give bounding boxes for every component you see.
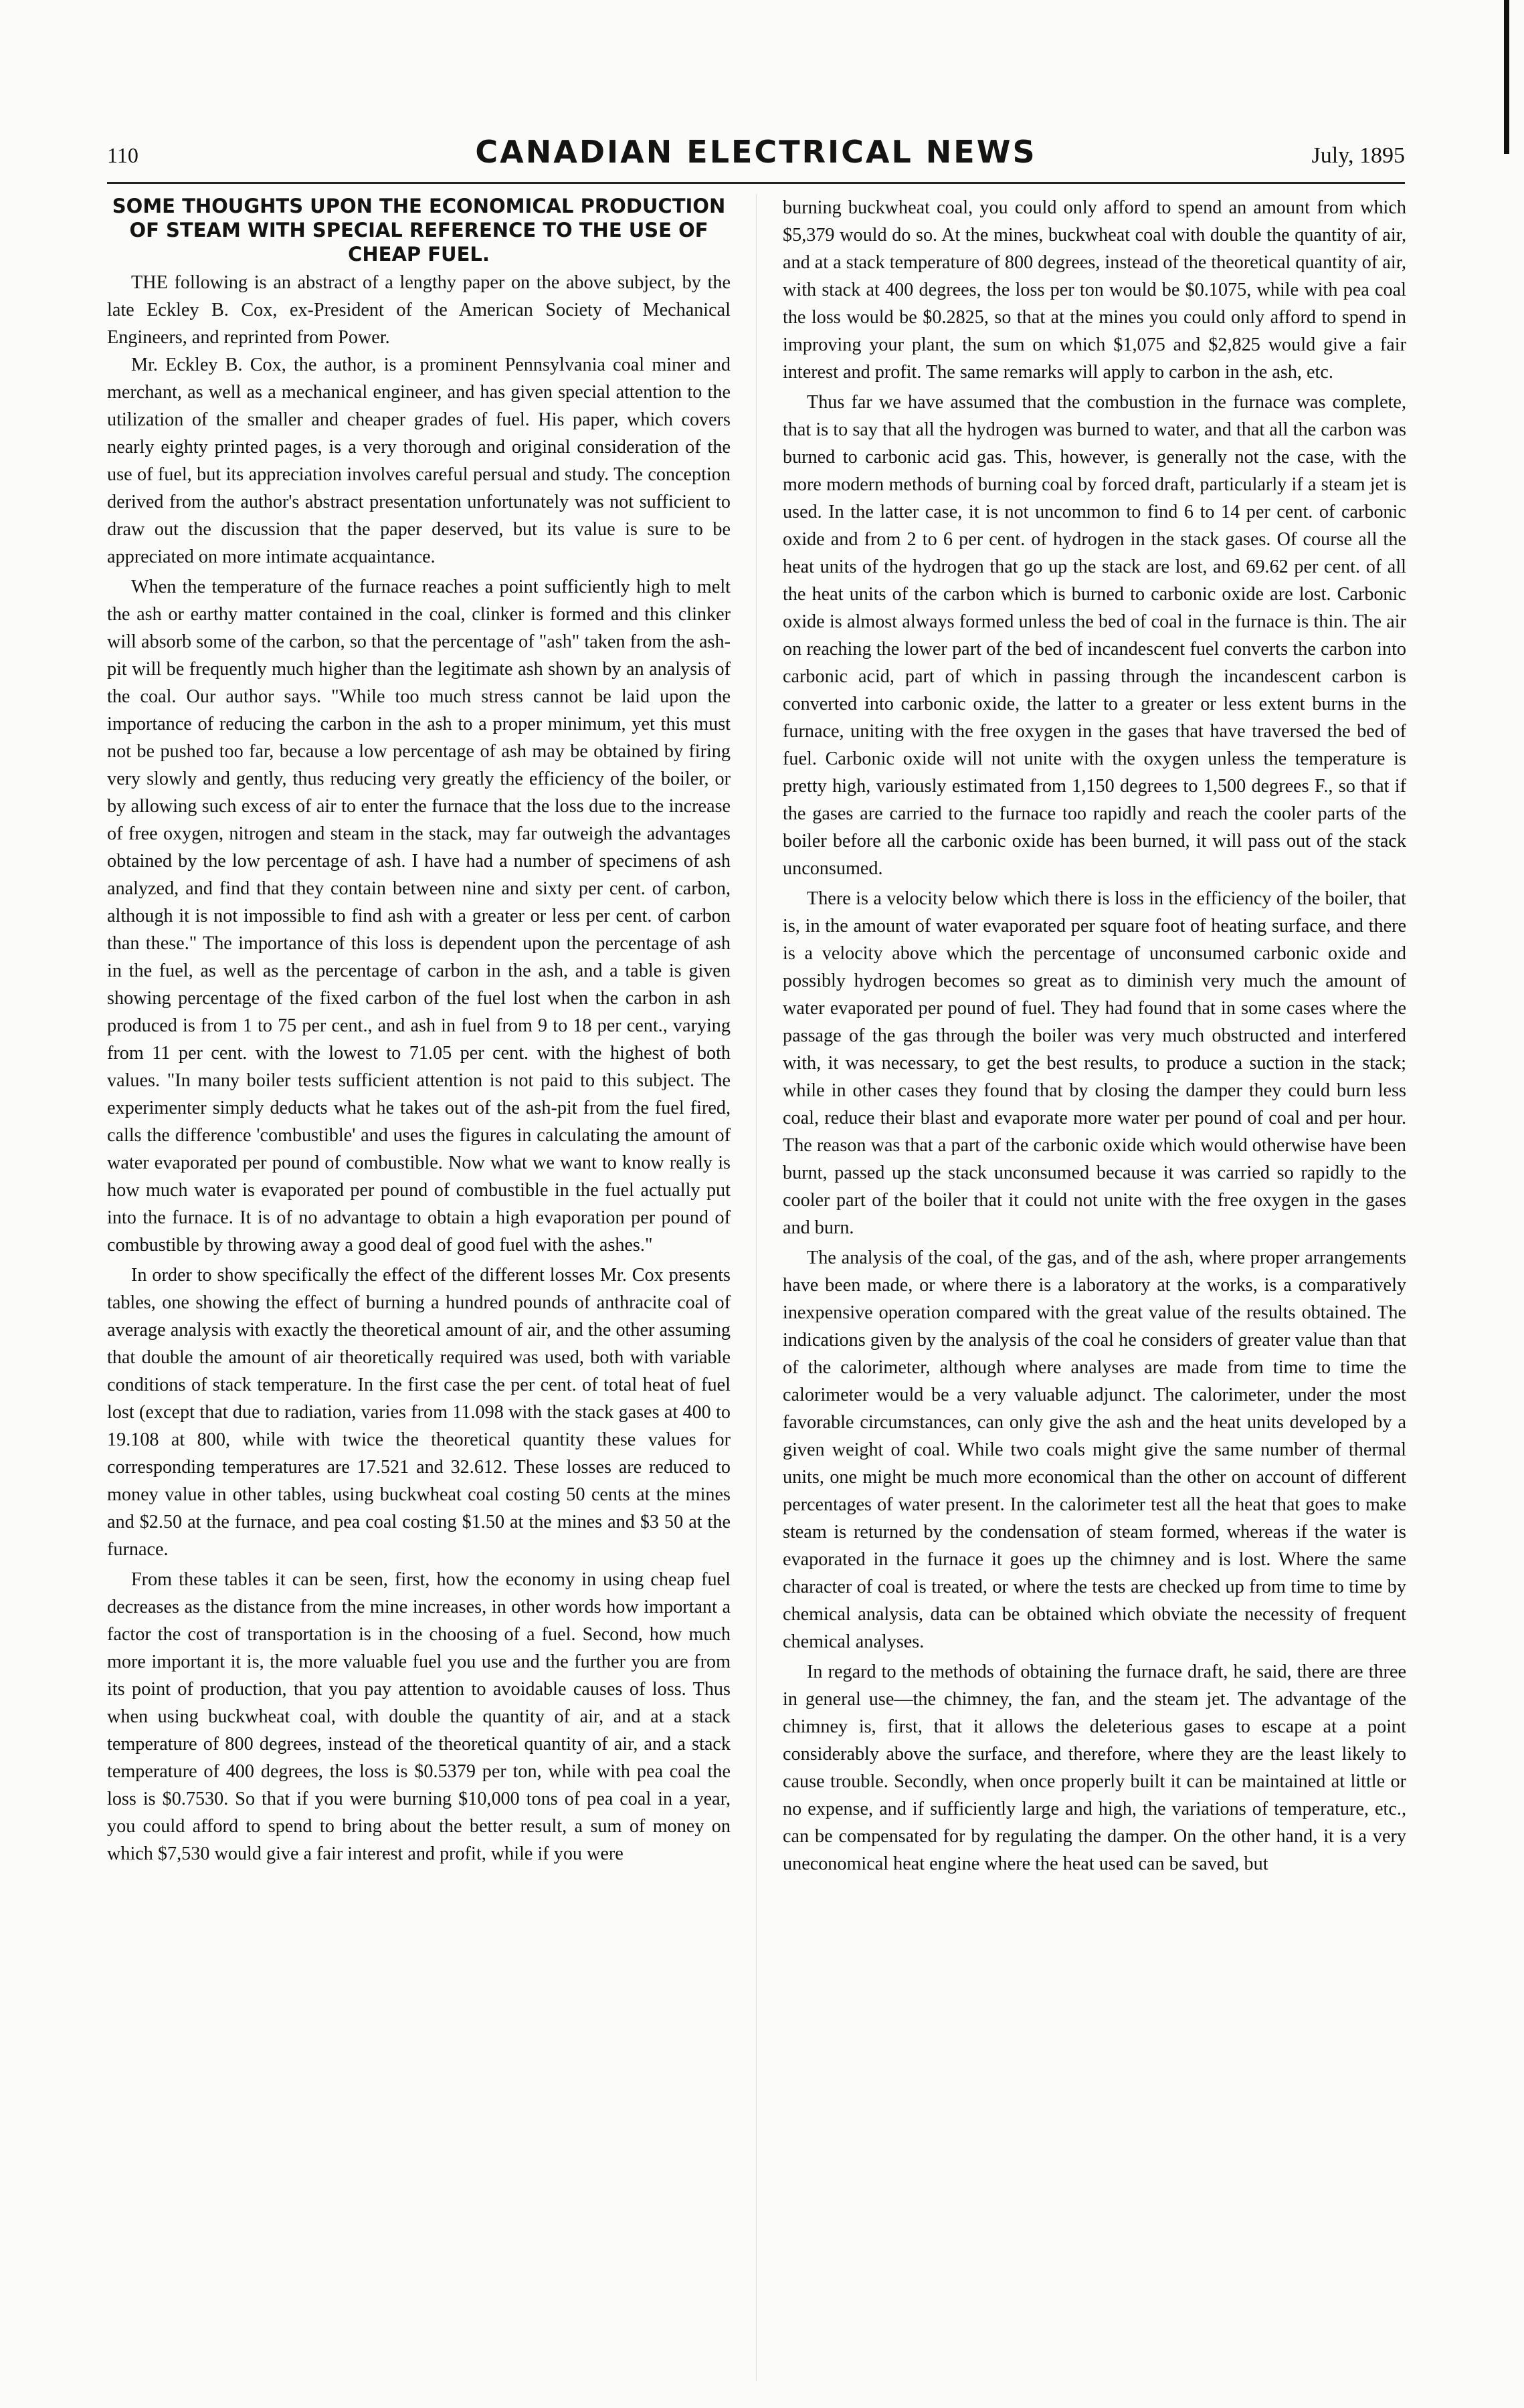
header-divider bbox=[107, 182, 1405, 184]
article-paragraph: From these tables it can be seen, first, how the economy in using cheap fuel decreases as the distance from the mine increases, in other words how important a factor the cost of transportation is in the choosing of a fuel. Second, how much more important it is, the more valuable fuel you use and the further you are from its point of production, that you pay attention to avoidable causes of loss. Thus when using buckwheat coal, with double the quantity of air, and at a stack temperature of 800 degrees, instead of the theoretical quantity of air, and a stack temperature of 400 degrees, the loss is $0.5379 per ton, while with pea coal the loss is $0.7530. So that if you were burning $10,000 tons of pea coal in a year, you could afford to spend to bring about the better result, a sum of money on which $7,530 would give a fair interest and profit, while if you were bbox=[107, 1569, 731, 1864]
article-paragraph: Thus far we have assumed that the combustion in the furnace was complete, that is to say that all the hydrogen was burned to water, and that all the carbon was burned to carbonic acid gas. This, however, is generally not the case, with the more modern methods of burning coal by forced draft, particularly if a steam jet is used. In the latter case, it is not uncommon to find 6 to 14 per cent. of carbonic oxide and from 2 to 6 per cent. of hydrogen in the stack gases. Of course all the heat units of the hydrogen that go up the stack are lost, and 69.62 per cent. of all the heat units of the carbon which is burned to carbonic oxide are lost. Carbonic oxide is almost always formed unless the bed of coal in the furnace is thin. The air on reaching the lower part of the bed of incandescent fuel converts the carbon into carbonic acid, part of which in passing through the incandescent carbon is converted into carbonic oxide, the latter to a greater or less extent burns in the furnace, uniting with the free oxygen in the gases that have traversed the bed of fuel. Carbonic oxide will not unite with the oxygen unless the temperature is pretty high, variously estimated from 1,150 degrees to 1,500 degrees F., so that if the gases are carried to the furnace too rapidly and reach the cooler parts of the boiler before all the carbonic oxide has been burned, it will pass out of the stack unconsumed. bbox=[783, 392, 1406, 879]
article-paragraph: Mr. Eckley B. Cox, the author, is a prominent Pennsylvania coal miner and merchant, as well as a mechanical engineer, and has given special attention to the utilization of the smaller and cheaper grades of fuel. His paper, which covers nearly eighty printed pages, is a very thorough and original consideration of the use of fuel, but its appreciation involves careful persual and study. The conception derived from the author's abstract presentation unfortunately was not sufficient to draw out the discussion that the paper deserved, but its value is sure to be appreciated on more intimate acquaintance. bbox=[107, 355, 731, 567]
left-column bbox=[107, 194, 731, 1868]
newspaper-title: CANADIAN ELECTRICAL NEWS bbox=[475, 134, 1037, 170]
scan-edge-mark bbox=[1504, 0, 1509, 154]
issue-date: July, 1895 bbox=[1311, 143, 1405, 168]
right-column bbox=[783, 194, 1406, 1878]
page-number: 110 bbox=[107, 143, 138, 167]
column-divider bbox=[756, 194, 757, 2381]
article-paragraph: The analysis of the coal, of the gas, and of the ash, where proper arrangements have been made, or where there is a laboratory at the works, is a comparatively inexpensive operation compared with the great value of the results obtained. The indications given by the analysis of the coal he considers of greater value than that of the calorimeter, although where analyses are made from time to time the calorimeter would be a very valuable adjunct. The calorimeter, under the most favorable circumstances, can only give the ash and the heat units developed by a given weight of coal. While two coals might give the same number of thermal units, one might be much more economical than the other on account of different percentages of water present. In the calorimeter test all the heat that goes to make steam is returned by the condensation of steam formed, whereas if the water is evaporated in the furnace it goes up the chimney and is lost. Where the same character of coal is treated, or where the tests are checked up from time to time by chemical analysis, data can be obtained which obviate the necessity of frequent chemical analyses. bbox=[783, 1247, 1406, 1652]
article-paragraph: THE following is an abstract of a lengthy paper on the above subject, by the late Eckley B. Cox, ex-President of the American Society of Mechanical Engineers, and reprinted from Power. bbox=[107, 272, 731, 348]
article-title: SOME THOUGHTS UPON THE ECONOMICAL PRODUCTION OF STEAM WITH SPECIAL REFERENCE TO THE USE OF CHEAP FUEL. bbox=[112, 195, 726, 266]
article-paragraph: There is a velocity below which there is loss in the efficiency of the boiler, that is, in the amount of water evaporated per square foot of heating surface, and there is a velocity above which the percentage of unconsumed carbonic oxide and possibly hydrogen becomes so great as to diminish very much the amount of water evaporated per pound of fuel. They had found that in some cases where the passage of the gas through the boiler was very much obstructed and interfered with, it was necessary, to get the best results, to produce a suction in the stack; while in other cases they found that by closing the damper they could burn less coal, reduce their blast and evaporate more water per pound of coal and per hour. The reason was that a part of the carbonic oxide which would otherwise have been burnt, passed up the stack unconsumed because it was carried so rapidly to the cooler part of the boiler that it could not unite with the free oxygen in the gases and burn. bbox=[783, 888, 1406, 1238]
article-paragraph: When the temperature of the furnace reaches a point sufficiently high to melt the ash or earthy matter contained in the coal, clinker is formed and this clinker will absorb some of the carbon, so that the percentage of "ash" taken from the ash-pit will be frequently much higher than the legitimate ash shown by an analysis of the coal. Our author says. "While too much stress cannot be laid upon the importance of reducing the carbon in the ash to a proper minimum, yet this must not be pushed too far, because a low percentage of ash may be obtained by firing very slowly and gently, thus reducing very greatly the efficiency of the boiler, or by allowing such excess of air to enter the furnace that the loss due to the increase of free oxygen, nitrogen and steam in the stack, may far outweigh the advantages obtained by the low percentage of ash. I have had a number of specimens of ash analyzed, and find that they contain between nine and sixty per cent. of carbon, although it is not impossible to find ash with a greater or less per cent. of carbon than these." The importance of this loss is dependent upon the percentage of ash in the fuel, as well as the percentage of carbon in the ash, and a table is given showing percentage of the fixed carbon of the fuel lost when the carbon in ash produced is from 1 to 75 per cent., and ash in fuel from 9 to 18 per cent., varying from 11 per cent. with the lowest to 71.05 per cent. with the highest of both values. "In many boiler tests sufficient attention is not paid to this subject. The experimenter simply deducts what he takes out of the ash-pit from the fuel fired, calls the difference 'combustible' and uses the figures in calculating the amount of water evaporated per pound of combustible. Now what we want to know really is how much water is evaporated per pound of combustible in the fuel actually put into the furnace. It is of no advantage to obtain a high evaporation per pound of combustible by throwing away a good deal of good fuel with the ashes." bbox=[107, 577, 731, 1256]
article-paragraph: In regard to the methods of obtaining the furnace draft, he said, there are three in general use—the chimney, the fan, and the steam jet. The advantage of the chimney is, first, that it allows the deleterious gases to escape at a point considerably above the surface, and therefore, where they are the least likely to cause trouble. Secondly, when once properly built it can be maintained at little or no expense, and if sufficiently large and high, the variations of temperature, etc., can be compensated for by regulating the damper. On the other hand, it is a very uneconomical heat engine where the heat used can be saved, but bbox=[783, 1662, 1406, 1874]
article-paragraph: In order to show specifically the effect of the different losses Mr. Cox presents tables, one showing the effect of burning a hundred pounds of anthracite coal of average analysis with exactly the theoretical amount of air, and the other assuming that double the amount of air theoretically required was used, both with variable conditions of stack temperature. In the first case the per cent. of total heat of fuel lost (except that due to radiation, varies from 11.098 with the stack gases at 400 to 19.108 at 800, while with twice the theoretical quantity these values for corresponding temperatures are 17.521 and 32.612. These losses are reduced to money value in other tables, using buckwheat coal costing 50 cents at the mines and $2.50 at the furnace, and pea coal costing $1.50 at the mines and $3 50 at the furnace. bbox=[107, 1265, 731, 1560]
page-header bbox=[107, 134, 1405, 174]
article-paragraph: burning buckwheat coal, you could only afford to spend an amount from which $5,379 would do so. At the mines, buckwheat coal with double the quantity of air, and at a stack temperature of 800 degrees, instead of the theoretical quantity of air, with stack at 400 degrees, the loss per ton would be $0.1075, while with pea coal the loss would be $0.2825, so that at the mines you could only afford to spend in improving your plant, the sum on which $1,075 and $2,825 would give a fair interest and profit. The same remarks will apply to carbon in the ash, etc. bbox=[783, 197, 1406, 383]
